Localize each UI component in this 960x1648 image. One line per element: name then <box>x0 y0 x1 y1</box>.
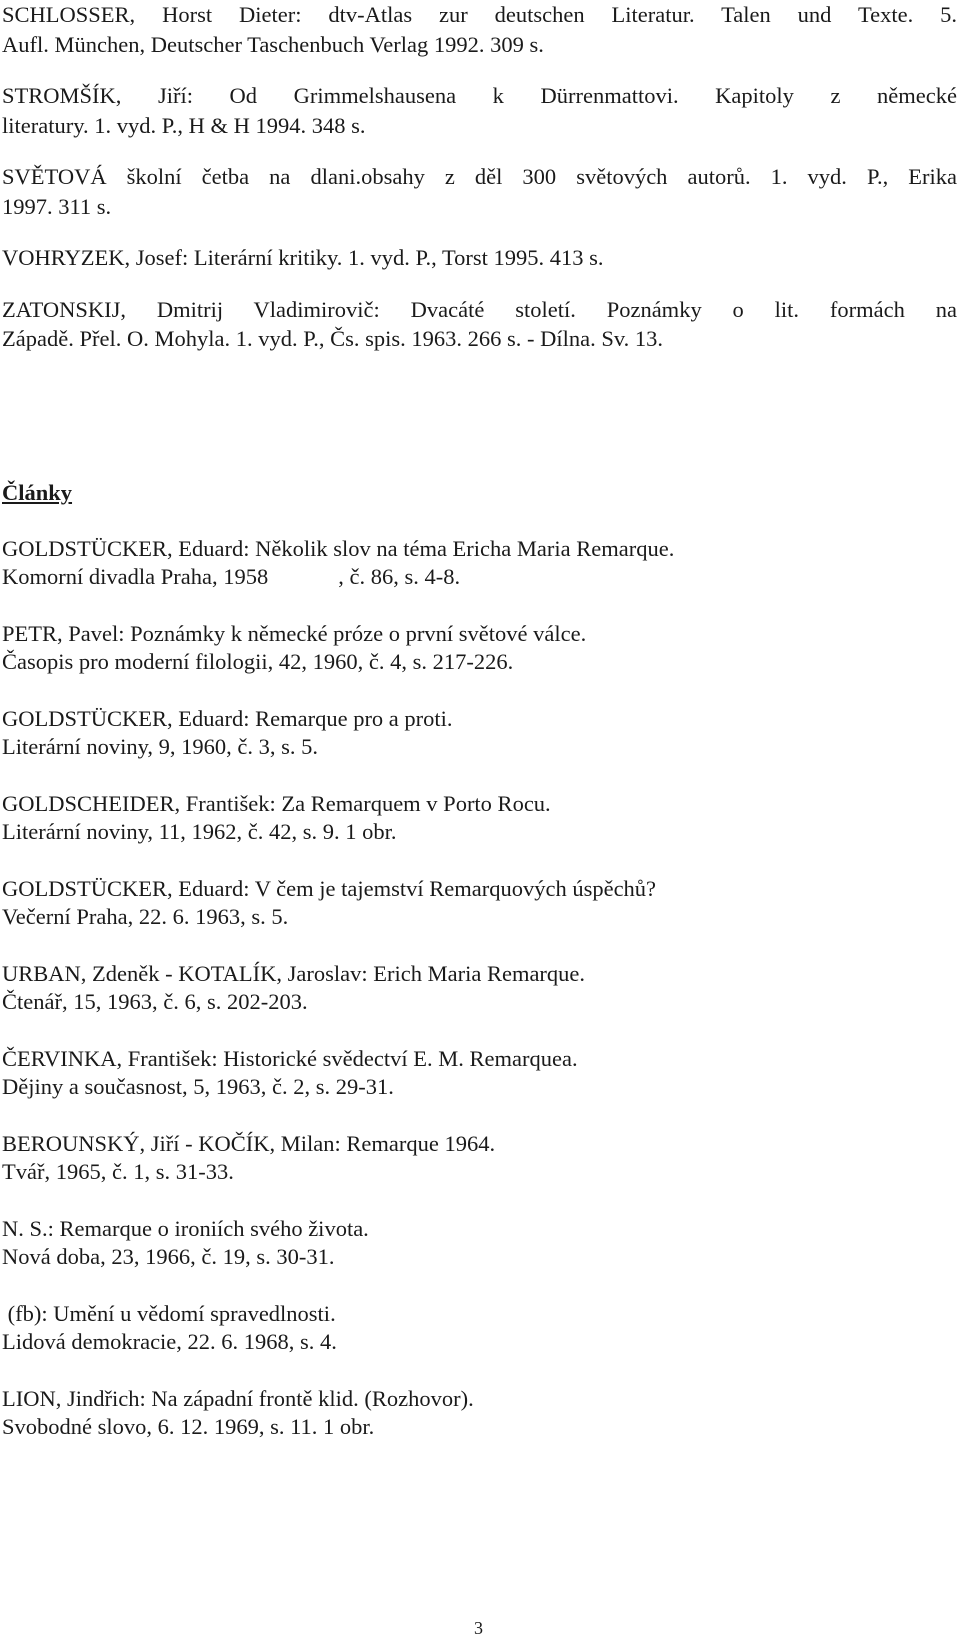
entry-line: 1997. 311 s. <box>2 193 112 219</box>
section-heading: Články <box>2 480 73 505</box>
article-title-line: (fb): Umění u vědomí spravedlnosti. <box>2 1301 336 1326</box>
article-source-line: Svobodné slovo, 6. 12. 1969, s. 11. 1 obr. <box>2 1414 375 1439</box>
article-title-line: URBAN, Zdeněk - KOTALÍK, Jaroslav: Erich Maria Remarque. <box>2 961 586 986</box>
bibliography-entry <box>2 243 957 273</box>
article-title-line: BEROUNSKÝ, Jiří - KOČÍK, Milan: Remarque 1964. <box>2 1131 496 1156</box>
article-source-detail: , č. 86, s. 4-8. <box>338 564 461 589</box>
article-entry <box>2 1215 957 1271</box>
article-source: Komorní divadla Praha, 1958 <box>2 564 269 589</box>
article-entry <box>2 790 957 846</box>
bibliography-entry <box>2 295 957 354</box>
article-title-line: PETR, Pavel: Poznámky k německé próze o první světové válce. <box>2 621 587 646</box>
article-entry <box>2 1300 957 1356</box>
page-number: 3 <box>474 1618 483 1638</box>
article-entry <box>2 1130 957 1186</box>
entry-line: ZATONSKIJ, Dmitrij Vladimirovič: Dvacáté století. Poznámky o lit. formách na <box>2 296 957 322</box>
article-entry <box>2 705 957 761</box>
article-source-line: Časopis pro moderní filologii, 42, 1960, č. 4, s. 217-226. <box>2 649 514 674</box>
entry-line: literatury. 1. vyd. P., H & H 1994. 348 s. <box>2 112 366 138</box>
article-title-line: GOLDSCHEIDER, František: Za Remarquem v Porto Rocu. <box>2 791 551 816</box>
entry-line: Západě. Přel. O. Mohyla. 1. vyd. P., Čs. spis. 1963. 266 s. - Dílna. Sv. 13. <box>2 326 664 351</box>
entry-line: SCHLOSSER, Horst Dieter: dtv-Atlas zur deutschen Literatur. Talen und Texte. 5. <box>2 2 957 27</box>
article-entry <box>2 620 957 676</box>
article-title-line: GOLDSTÜCKER, Eduard: V čem je tajemství Remarquových úspěchů? <box>2 876 657 901</box>
entry-line: STROMŠÍK, Jiří: Od Grimmelshausena k Dürrenmattovi. Kapitoly z německé <box>2 83 957 108</box>
article-title-line: GOLDSTÜCKER, Eduard: Remarque pro a proti. <box>2 706 453 731</box>
article-source-line: Tvář, 1965, č. 1, s. 31-33. <box>2 1159 234 1184</box>
bibliography-entry <box>2 0 957 59</box>
article-entry <box>2 960 957 1016</box>
article-source-line: Lidová demokracie, 22. 6. 1968, s. 4. <box>2 1329 337 1354</box>
book-bibliography <box>2 0 957 376</box>
article-entry <box>2 875 957 931</box>
article-title-line: ČERVINKA, František: Historické svědectví E. M. Remarquea. <box>2 1046 578 1071</box>
article-title-line: N. S.: Remarque o ironiích svého života. <box>2 1216 369 1241</box>
bibliography-entry <box>2 81 957 140</box>
entry-line: Aufl. München, Deutscher Taschenbuch Verlag 1992. 309 s. <box>2 31 544 57</box>
article-source-line: Literární noviny, 11, 1962, č. 42, s. 9. 1 obr. <box>2 819 397 844</box>
entry-line: SVĚTOVÁ školní četba na dlani.obsahy z děl 300 světových autorů. 1. vyd. P., Erika <box>2 164 957 189</box>
article-entry <box>2 1385 957 1441</box>
article-source-line <box>2 563 957 591</box>
article-entry <box>2 1045 957 1101</box>
entry-line: VOHRYZEK, Josef: Literární kritiky. 1. vyd. P., Torst 1995. 413 s. <box>2 245 604 270</box>
article-source-line: Literární noviny, 9, 1960, č. 3, s. 5. <box>2 734 318 759</box>
articles-list <box>2 535 957 1470</box>
article-source-line: Dějiny a současnost, 5, 1963, č. 2, s. 29-31. <box>2 1074 394 1099</box>
article-title-line: LION, Jindřich: Na západní frontě klid. (Rozhovor). <box>2 1386 474 1411</box>
article-source-line: Nová doba, 23, 1966, č. 19, s. 30-31. <box>2 1244 335 1269</box>
article-source-line: Čtenář, 15, 1963, č. 6, s. 202-203. <box>2 989 308 1014</box>
article-entry <box>2 535 957 591</box>
article-title-line: GOLDSTÜCKER, Eduard: Několik slov na téma Ericha Maria Remarque. <box>2 536 675 561</box>
article-source-line: Večerní Praha, 22. 6. 1963, s. 5. <box>2 904 289 929</box>
bibliography-entry <box>2 162 957 221</box>
